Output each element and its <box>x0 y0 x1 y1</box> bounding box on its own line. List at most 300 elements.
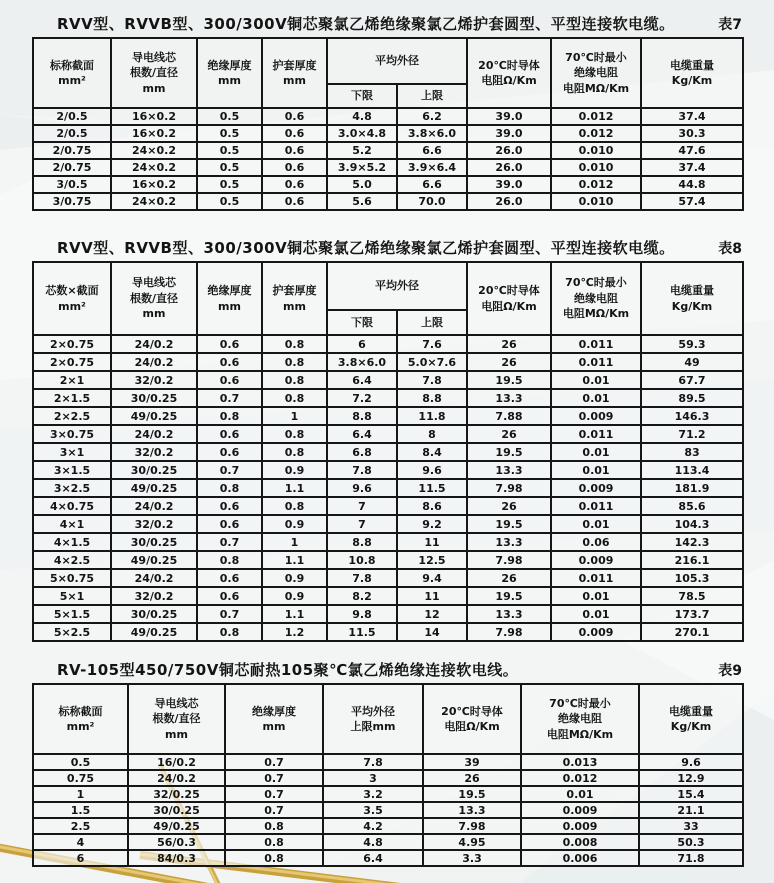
table-cell: 2×1.5 <box>33 389 111 407</box>
table-cell: 67.7 <box>641 371 743 389</box>
table-cell: 32/0.2 <box>111 371 197 389</box>
table-cell: 7.88 <box>467 407 551 425</box>
table-cell: 4.8 <box>327 108 397 125</box>
table-cell: 5.0 <box>327 176 397 193</box>
table-cell: 19.5 <box>467 515 551 533</box>
header-subcell: 下限 <box>327 310 397 335</box>
header-cell: 芯数×截面 mm² <box>33 262 111 335</box>
table-cell: 3/0.75 <box>33 193 111 210</box>
table-cell: 0.012 <box>521 770 639 786</box>
table-cell: 5.0×7.6 <box>397 353 467 371</box>
table-cell: 14 <box>397 623 467 641</box>
table-cell: 2×0.75 <box>33 353 111 371</box>
table-cell: 0.9 <box>262 569 327 587</box>
table-cell: 0.01 <box>551 587 641 605</box>
table-cell: 0.8 <box>262 353 327 371</box>
table-cell: 3.8×6.0 <box>397 125 467 142</box>
table8-tag: 表8 <box>718 241 742 257</box>
table-cell: 105.3 <box>641 569 743 587</box>
table-cell: 50.3 <box>639 834 743 850</box>
table-cell: 78.5 <box>641 587 743 605</box>
table-cell: 142.3 <box>641 533 743 551</box>
table-cell: 8.2 <box>327 587 397 605</box>
table-cell: 39.0 <box>467 125 551 142</box>
table-cell: 0.6 <box>197 587 262 605</box>
table-cell: 32/0.2 <box>111 587 197 605</box>
table-cell: 0.01 <box>551 605 641 623</box>
header-cell: 导电线芯 根数/直径 mm <box>111 38 197 108</box>
table-cell: 5.2 <box>327 142 397 159</box>
table-cell: 11.5 <box>327 623 397 641</box>
table-cell: 113.4 <box>641 461 743 479</box>
table-cell: 8.8 <box>327 407 397 425</box>
table-cell: 7.6 <box>397 335 467 353</box>
table-cell: 4 <box>33 834 128 850</box>
table-row <box>33 551 743 569</box>
table-cell: 1.1 <box>262 551 327 569</box>
table-cell: 71.8 <box>639 850 743 866</box>
header-cell: 绝缘厚度 mm <box>225 684 323 754</box>
table-cell: 85.6 <box>641 497 743 515</box>
table7-section <box>32 12 742 211</box>
table-cell: 0.011 <box>551 497 641 515</box>
table-cell: 26 <box>423 770 521 786</box>
table-cell: 1.2 <box>262 623 327 641</box>
table-row <box>33 569 743 587</box>
table-cell: 9.6 <box>327 479 397 497</box>
table8-title: RVV型、RVVB型、300/300V铜芯聚氯乙烯绝缘聚氯乙烯护套圆型、平型连接软电缆。 <box>57 239 675 257</box>
table-cell: 1 <box>33 786 128 802</box>
header-cell: 20℃时导体 电阻Ω/Km <box>467 262 551 335</box>
table-cell: 0.8 <box>225 850 323 866</box>
table-row <box>33 407 743 425</box>
table-row <box>33 786 743 802</box>
table-cell: 56/0.3 <box>128 834 225 850</box>
table-cell: 12.5 <box>397 551 467 569</box>
table-cell: 19.5 <box>423 786 521 802</box>
table-cell: 0.6 <box>197 335 262 353</box>
table-cell: 19.5 <box>467 443 551 461</box>
table-cell: 6.6 <box>397 176 467 193</box>
header-cell: 平均外径 上限mm <box>323 684 423 754</box>
table-cell: 6.6 <box>397 142 467 159</box>
table-cell: 0.8 <box>225 818 323 834</box>
table-cell: 57.4 <box>641 193 743 210</box>
table-cell: 16×0.2 <box>111 125 197 142</box>
table-cell: 0.7 <box>225 754 323 770</box>
table-cell: 0.010 <box>551 193 641 210</box>
table-cell: 0.5 <box>197 176 262 193</box>
header-subcell: 上限 <box>397 310 467 335</box>
table-cell: 181.9 <box>641 479 743 497</box>
table-cell: 2/0.5 <box>33 108 111 125</box>
header-cell: 标称截面 mm² <box>33 38 111 108</box>
table-cell: 37.4 <box>641 159 743 176</box>
table-cell: 3 <box>323 770 423 786</box>
header-cell-merged: 平均外径 <box>327 262 467 310</box>
table-cell: 30/0.25 <box>111 389 197 407</box>
table-row <box>33 834 743 850</box>
table-cell: 0.01 <box>551 371 641 389</box>
table-cell: 0.9 <box>262 587 327 605</box>
table-cell: 3.2 <box>323 786 423 802</box>
table-cell: 83 <box>641 443 743 461</box>
table-cell: 0.009 <box>551 551 641 569</box>
table-cell: 3×1.5 <box>33 461 111 479</box>
table9-tag: 表9 <box>718 663 742 679</box>
table-cell: 70.0 <box>397 193 467 210</box>
table-cell: 39 <box>423 754 521 770</box>
table-cell: 26 <box>467 353 551 371</box>
header-cell: 导电线芯 根数/直径 mm <box>111 262 197 335</box>
table-cell: 0.011 <box>551 425 641 443</box>
table-cell: 8.4 <box>397 443 467 461</box>
table-cell: 49/0.25 <box>111 407 197 425</box>
table-cell: 11.8 <box>397 407 467 425</box>
table-cell: 0.75 <box>33 770 128 786</box>
table-cell: 49/0.25 <box>111 479 197 497</box>
table-cell: 146.3 <box>641 407 743 425</box>
cable-spec-table-8 <box>32 261 744 642</box>
table-cell: 5×0.75 <box>33 569 111 587</box>
table-cell: 37.4 <box>641 108 743 125</box>
table-cell: 24/0.2 <box>111 335 197 353</box>
table-cell: 7.8 <box>327 569 397 587</box>
table-cell: 2/0.5 <box>33 125 111 142</box>
table-cell: 47.6 <box>641 142 743 159</box>
header-cell: 护套厚度 mm <box>262 262 327 335</box>
table-cell: 0.8 <box>262 335 327 353</box>
table-row <box>33 770 743 786</box>
table-cell: 30.3 <box>641 125 743 142</box>
table-cell: 4.8 <box>323 834 423 850</box>
table-cell: 0.009 <box>521 802 639 818</box>
table-cell: 0.8 <box>197 479 262 497</box>
table-cell: 2×0.75 <box>33 335 111 353</box>
table-cell: 24/0.2 <box>111 353 197 371</box>
table-cell: 0.8 <box>197 407 262 425</box>
table-cell: 2/0.75 <box>33 159 111 176</box>
table-cell: 59.3 <box>641 335 743 353</box>
table-cell: 13.3 <box>423 802 521 818</box>
header-cell: 护套厚度 mm <box>262 38 327 108</box>
table-cell: 0.8 <box>262 497 327 515</box>
table-row <box>33 818 743 834</box>
header-cell: 绝缘厚度 mm <box>197 38 262 108</box>
table-cell: 0.5 <box>33 754 128 770</box>
table-cell: 9.6 <box>639 754 743 770</box>
table-cell: 4×1.5 <box>33 533 111 551</box>
table-cell: 0.6 <box>262 142 327 159</box>
table-cell: 0.8 <box>197 623 262 641</box>
table-cell: 6 <box>33 850 128 866</box>
table-cell: 11 <box>397 533 467 551</box>
table-cell: 71.2 <box>641 425 743 443</box>
table-cell: 11.5 <box>397 479 467 497</box>
table-cell: 9.2 <box>397 515 467 533</box>
table-cell: 26.0 <box>467 193 551 210</box>
header-cell: 70℃时最小 绝缘电阻 电阻MΩ/Km <box>551 262 641 335</box>
table-cell: 7.98 <box>467 623 551 641</box>
table-cell: 9.8 <box>327 605 397 623</box>
table-cell: 84/0.3 <box>128 850 225 866</box>
table-cell: 0.009 <box>551 623 641 641</box>
table-row <box>33 623 743 641</box>
table-cell: 3×2.5 <box>33 479 111 497</box>
table-row <box>33 335 743 353</box>
table-cell: 26 <box>467 497 551 515</box>
table-row <box>33 159 743 176</box>
table-cell: 16×0.2 <box>111 108 197 125</box>
table-row <box>33 587 743 605</box>
table-cell: 7.98 <box>467 551 551 569</box>
table8-section <box>32 236 742 642</box>
table-cell: 0.8 <box>225 834 323 850</box>
table-cell: 0.01 <box>551 515 641 533</box>
table-cell: 0.5 <box>197 108 262 125</box>
table-cell: 6.4 <box>327 371 397 389</box>
table-cell: 3×1 <box>33 443 111 461</box>
table-cell: 0.06 <box>551 533 641 551</box>
table-cell: 1.1 <box>262 479 327 497</box>
table-cell: 6.8 <box>327 443 397 461</box>
table-cell: 5×1 <box>33 587 111 605</box>
table-cell: 4×1 <box>33 515 111 533</box>
table-cell: 2/0.75 <box>33 142 111 159</box>
table-row <box>33 125 743 142</box>
table-cell: 0.011 <box>551 353 641 371</box>
header-row <box>33 684 743 754</box>
table-cell: 0.012 <box>551 176 641 193</box>
table-cell: 0.5 <box>197 193 262 210</box>
table-cell: 8 <box>397 425 467 443</box>
table-cell: 0.6 <box>197 569 262 587</box>
table-cell: 26 <box>467 425 551 443</box>
table-cell: 0.012 <box>551 108 641 125</box>
table-cell: 0.6 <box>197 371 262 389</box>
table-cell: 1 <box>262 533 327 551</box>
table-cell: 49 <box>641 353 743 371</box>
table-cell: 3.3 <box>423 850 521 866</box>
table-cell: 0.009 <box>521 818 639 834</box>
table-cell: 33 <box>639 818 743 834</box>
header-cell: 70℃时最小 绝缘电阻 电阻MΩ/Km <box>551 38 641 108</box>
table-row <box>33 479 743 497</box>
table-cell: 15.4 <box>639 786 743 802</box>
table-cell: 0.8 <box>197 551 262 569</box>
table-cell: 19.5 <box>467 371 551 389</box>
table-cell: 39.0 <box>467 108 551 125</box>
table-cell: 3/0.5 <box>33 176 111 193</box>
table-cell: 12.9 <box>639 770 743 786</box>
header-row <box>33 38 743 84</box>
table-cell: 30/0.25 <box>128 802 225 818</box>
table-cell: 0.6 <box>197 353 262 371</box>
table-cell: 12 <box>397 605 467 623</box>
table-cell: 0.9 <box>262 461 327 479</box>
header-row <box>33 262 743 310</box>
table-cell: 13.3 <box>467 389 551 407</box>
table-cell: 173.7 <box>641 605 743 623</box>
table-cell: 16×0.2 <box>111 176 197 193</box>
header-cell: 导电线芯 根数/直径 mm <box>128 684 225 754</box>
table-cell: 26.0 <box>467 142 551 159</box>
table7-caption <box>32 12 742 34</box>
table-cell: 39.0 <box>467 176 551 193</box>
header-cell: 绝缘厚度 mm <box>197 262 262 335</box>
header-cell: 20℃时导体 电阻Ω/Km <box>423 684 521 754</box>
table-cell: 3×0.75 <box>33 425 111 443</box>
table-cell: 13.3 <box>467 605 551 623</box>
table-cell: 3.9×5.2 <box>327 159 397 176</box>
table-cell: 16/0.2 <box>128 754 225 770</box>
table-cell: 0.009 <box>551 479 641 497</box>
table-cell: 24/0.2 <box>111 569 197 587</box>
table-cell: 32/0.25 <box>128 786 225 802</box>
table-cell: 7 <box>327 515 397 533</box>
table-cell: 0.6 <box>262 108 327 125</box>
table-cell: 8.6 <box>397 497 467 515</box>
table-cell: 0.6 <box>197 515 262 533</box>
table9-caption <box>32 658 742 680</box>
table-cell: 0.6 <box>262 193 327 210</box>
table-cell: 11 <box>397 587 467 605</box>
table-cell: 5.6 <box>327 193 397 210</box>
table-cell: 5×2.5 <box>33 623 111 641</box>
table-cell: 44.8 <box>641 176 743 193</box>
table-cell: 9.4 <box>397 569 467 587</box>
table-cell: 0.8 <box>262 443 327 461</box>
table-cell: 0.7 <box>225 786 323 802</box>
table-cell: 0.6 <box>262 125 327 142</box>
table-cell: 8.8 <box>327 533 397 551</box>
table-cell: 0.6 <box>197 443 262 461</box>
table9-title: RV-105型450/750V铜芯耐热105聚℃氯乙烯绝缘连接软电线。 <box>57 661 519 679</box>
table-cell: 30/0.25 <box>111 533 197 551</box>
table-cell: 6 <box>327 335 397 353</box>
table-cell: 6.2 <box>397 108 467 125</box>
table-cell: 0.9 <box>262 515 327 533</box>
table-cell: 6.4 <box>327 425 397 443</box>
header-cell: 70℃时最小 绝缘电阻 电阻MΩ/Km <box>521 684 639 754</box>
table-cell: 6.4 <box>323 850 423 866</box>
table-cell: 0.01 <box>551 389 641 407</box>
table8-caption <box>32 236 742 258</box>
table-cell: 3.9×6.4 <box>397 159 467 176</box>
table-row <box>33 533 743 551</box>
table-cell: 24×0.2 <box>111 142 197 159</box>
table-row <box>33 802 743 818</box>
table-cell: 49/0.25 <box>111 623 197 641</box>
table-cell: 0.5 <box>197 159 262 176</box>
table-cell: 32/0.2 <box>111 515 197 533</box>
table-cell: 19.5 <box>467 587 551 605</box>
table-cell: 0.011 <box>551 335 641 353</box>
table-cell: 270.1 <box>641 623 743 641</box>
table-cell: 0.6 <box>197 497 262 515</box>
header-cell: 20℃时导体 电阻Ω/Km <box>467 38 551 108</box>
table-cell: 7.8 <box>397 371 467 389</box>
table-cell: 13.3 <box>467 461 551 479</box>
table-cell: 0.010 <box>551 159 641 176</box>
table-row <box>33 497 743 515</box>
table-cell: 0.012 <box>551 125 641 142</box>
table-cell: 0.7 <box>225 802 323 818</box>
table-cell: 0.6 <box>262 159 327 176</box>
table-cell: 8.8 <box>397 389 467 407</box>
table-cell: 1 <box>262 407 327 425</box>
table-cell: 30/0.25 <box>111 461 197 479</box>
table-cell: 24×0.2 <box>111 159 197 176</box>
table-cell: 0.7 <box>225 770 323 786</box>
table-cell: 26.0 <box>467 159 551 176</box>
table-cell: 32/0.2 <box>111 443 197 461</box>
table-cell: 7 <box>327 497 397 515</box>
table-cell: 30/0.25 <box>111 605 197 623</box>
table-cell: 0.010 <box>551 142 641 159</box>
table-cell: 3.5 <box>323 802 423 818</box>
table-cell: 0.6 <box>262 176 327 193</box>
table-row <box>33 142 743 159</box>
table-cell: 24/0.2 <box>128 770 225 786</box>
table-cell: 216.1 <box>641 551 743 569</box>
table-cell: 2×2.5 <box>33 407 111 425</box>
table-cell: 0.8 <box>262 371 327 389</box>
table-row <box>33 461 743 479</box>
table-cell: 0.013 <box>521 754 639 770</box>
table-row <box>33 425 743 443</box>
table-row <box>33 443 743 461</box>
table-cell: 0.009 <box>551 407 641 425</box>
header-cell: 电缆重量 Kg/Km <box>639 684 743 754</box>
table-cell: 21.1 <box>639 802 743 818</box>
table-row <box>33 754 743 770</box>
table-row <box>33 515 743 533</box>
table-cell: 104.3 <box>641 515 743 533</box>
table-cell: 0.5 <box>197 125 262 142</box>
table-row <box>33 389 743 407</box>
table-cell: 0.01 <box>551 443 641 461</box>
table-cell: 0.006 <box>521 850 639 866</box>
table-cell: 0.008 <box>521 834 639 850</box>
table-cell: 0.8 <box>262 425 327 443</box>
table-cell: 13.3 <box>467 533 551 551</box>
table-cell: 7.98 <box>423 818 521 834</box>
table-cell: 49/0.25 <box>111 551 197 569</box>
table-row <box>33 176 743 193</box>
table-cell: 0.7 <box>197 533 262 551</box>
table-cell: 3.0×4.8 <box>327 125 397 142</box>
header-cell: 标称截面 mm² <box>33 684 128 754</box>
table-cell: 26 <box>467 335 551 353</box>
table-cell: 1.5 <box>33 802 128 818</box>
wire-spec-table-9 <box>32 683 744 867</box>
table-cell: 24/0.2 <box>111 425 197 443</box>
table-cell: 0.8 <box>262 389 327 407</box>
table-cell: 4×0.75 <box>33 497 111 515</box>
cable-spec-table-7 <box>32 37 744 211</box>
table-cell: 3.8×6.0 <box>327 353 397 371</box>
header-cell: 电缆重量 Kg/Km <box>641 262 743 335</box>
table-cell: 5×1.5 <box>33 605 111 623</box>
table-row <box>33 850 743 866</box>
table-cell: 0.01 <box>551 461 641 479</box>
table-cell: 4×2.5 <box>33 551 111 569</box>
header-cell-merged: 平均外径 <box>327 38 467 84</box>
table7-tag: 表7 <box>718 17 742 33</box>
table-cell: 7.98 <box>467 479 551 497</box>
table-cell: 0.01 <box>521 786 639 802</box>
